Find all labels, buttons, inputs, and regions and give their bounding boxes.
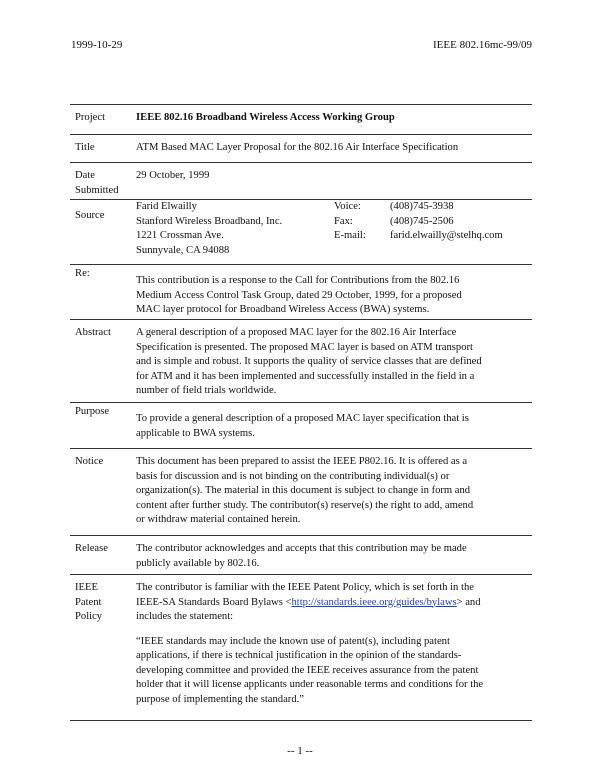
- label-title: Title: [75, 142, 95, 153]
- source-contact-labels: [334, 200, 390, 258]
- row-notice: [70, 449, 532, 536]
- patent-quote: [136, 635, 528, 708]
- value-notice: [132, 449, 532, 535]
- source-contact-values: [390, 200, 528, 258]
- row-abstract: [70, 320, 532, 403]
- label-patent-line: Patent: [75, 596, 102, 608]
- notice-line: content after further study. The contributor(s) reserve(s) the right to add, amend: [136, 499, 474, 511]
- label-date-line1: Date: [75, 170, 95, 181]
- re-line: MAC layer protocol for Broadband Wireless Access (BWA) systems.: [136, 304, 430, 315]
- purpose-line: applicable to BWA systems.: [136, 427, 255, 439]
- quote-line: purpose of implementing the standard.”: [136, 693, 304, 705]
- fax-value: (408)745-2506: [390, 215, 454, 227]
- label-patent-policy: [70, 575, 132, 720]
- label-abstract: Abstract: [75, 327, 111, 338]
- row-title: [70, 135, 532, 163]
- row-source: [70, 200, 532, 265]
- notice-line: This document has been prepared to assist the IEEE P802.16. It is offered as a: [136, 456, 468, 467]
- quote-line: holder that it will license applicants under reasonable terms and conditions for the: [136, 679, 484, 690]
- abstract-line: Specification is presented. The proposed MAC layer is based on ATM transport: [136, 341, 473, 353]
- source-city: Sunnyvale, CA 94088: [136, 244, 230, 256]
- email-value[interactable]: farid.elwailly@stelhq.com: [390, 230, 503, 241]
- value-source: [132, 200, 532, 264]
- value-date: 29 October, 1999: [136, 170, 210, 181]
- release-line: The contributor acknowledges and accepts that this contribution may be made: [136, 543, 467, 554]
- value-project: IEEE 802.16 Broadband Wireless Access Working Group: [136, 112, 395, 123]
- row-patent-policy: [70, 575, 532, 721]
- source-name: Farid Elwailly: [136, 201, 197, 212]
- label-date: [70, 163, 132, 199]
- source-company: Stanford Wireless Broadband, Inc.: [136, 215, 283, 227]
- quote-line: applications, if there is technical justification in the opinion of the standards-: [136, 650, 462, 661]
- abstract-line: for ATM and it has been implemented and successfully installed in the field in a: [136, 370, 475, 382]
- label-release: Release: [75, 543, 108, 554]
- quote-line: “IEEE standards may include the known use of patent(s), including patent: [136, 635, 450, 647]
- abstract-line: number of field trials worldwide.: [136, 385, 277, 396]
- label-source: Source: [75, 210, 105, 221]
- row-re: [70, 265, 532, 320]
- label-notice: Notice: [75, 456, 104, 467]
- cover-sheet-table: [70, 104, 532, 721]
- patent-line: The contributor is familiar with the IEEE Patent Policy, which is set forth in the: [136, 582, 474, 593]
- patent-line-with-link: [136, 596, 528, 611]
- release-line: publicly available by 802.16.: [136, 557, 260, 569]
- quote-line: developing committee and provided the IEEE receives assurance from the patent: [136, 664, 479, 676]
- header-doc-number: IEEE 802.16mc-99/09: [433, 39, 532, 51]
- label-date-line2: Submitted: [75, 184, 119, 196]
- fax-label: Fax:: [334, 215, 353, 227]
- value-title: ATM Based MAC Layer Proposal for the 802.16 Air Interface Specification: [136, 142, 459, 153]
- value-abstract: [132, 320, 532, 402]
- row-release: [70, 536, 532, 575]
- abstract-line: and is simple and robust. It supports the quality of service classes that are defined: [136, 356, 482, 367]
- row-date: [70, 163, 532, 200]
- notice-line: organization(s). The material in this document is subject to change in form and: [136, 485, 471, 496]
- row-project: [70, 105, 532, 135]
- re-line: Medium Access Control Task Group, dated 29 October, 1999, for a proposed: [136, 289, 462, 301]
- patent-text-post: > and: [456, 596, 481, 608]
- voice-value: (408)745-3938: [390, 201, 454, 212]
- bylaws-link[interactable]: http://standards.ieee.org/guides/bylaws: [291, 596, 457, 608]
- value-release: [132, 536, 532, 574]
- email-label: E-mail:: [334, 230, 366, 241]
- patent-text-pre: IEEE-SA Standards Board Bylaws <: [136, 596, 292, 608]
- abstract-line: A general description of a proposed MAC layer for the 802.16 Air Interface: [136, 327, 457, 338]
- patent-line: includes the statement:: [136, 611, 234, 622]
- re-line: This contribution is a response to the Call for Contributions from the 802.16: [136, 275, 460, 286]
- label-project: Project: [75, 112, 106, 123]
- value-re: [132, 265, 532, 319]
- source-street: 1221 Crossman Ave.: [136, 230, 224, 241]
- row-purpose: [70, 403, 532, 449]
- page-number: -- 1 --: [287, 745, 313, 757]
- voice-label: Voice:: [334, 201, 361, 212]
- label-patent-line: IEEE: [75, 582, 98, 593]
- notice-line: or withdraw material contained herein.: [136, 514, 301, 525]
- label-patent-line: Policy: [75, 611, 103, 622]
- purpose-line: To provide a general description of a proposed MAC layer specification that is: [136, 413, 469, 424]
- label-re: Re:: [75, 268, 90, 279]
- value-patent-policy: [132, 575, 532, 720]
- label-purpose: Purpose: [75, 406, 110, 417]
- source-contact-block: [136, 200, 334, 258]
- value-purpose: [132, 403, 532, 448]
- notice-line: basis for discussion and is not binding on the contributing individual(s) or: [136, 470, 450, 482]
- header-date: 1999-10-29: [71, 39, 123, 51]
